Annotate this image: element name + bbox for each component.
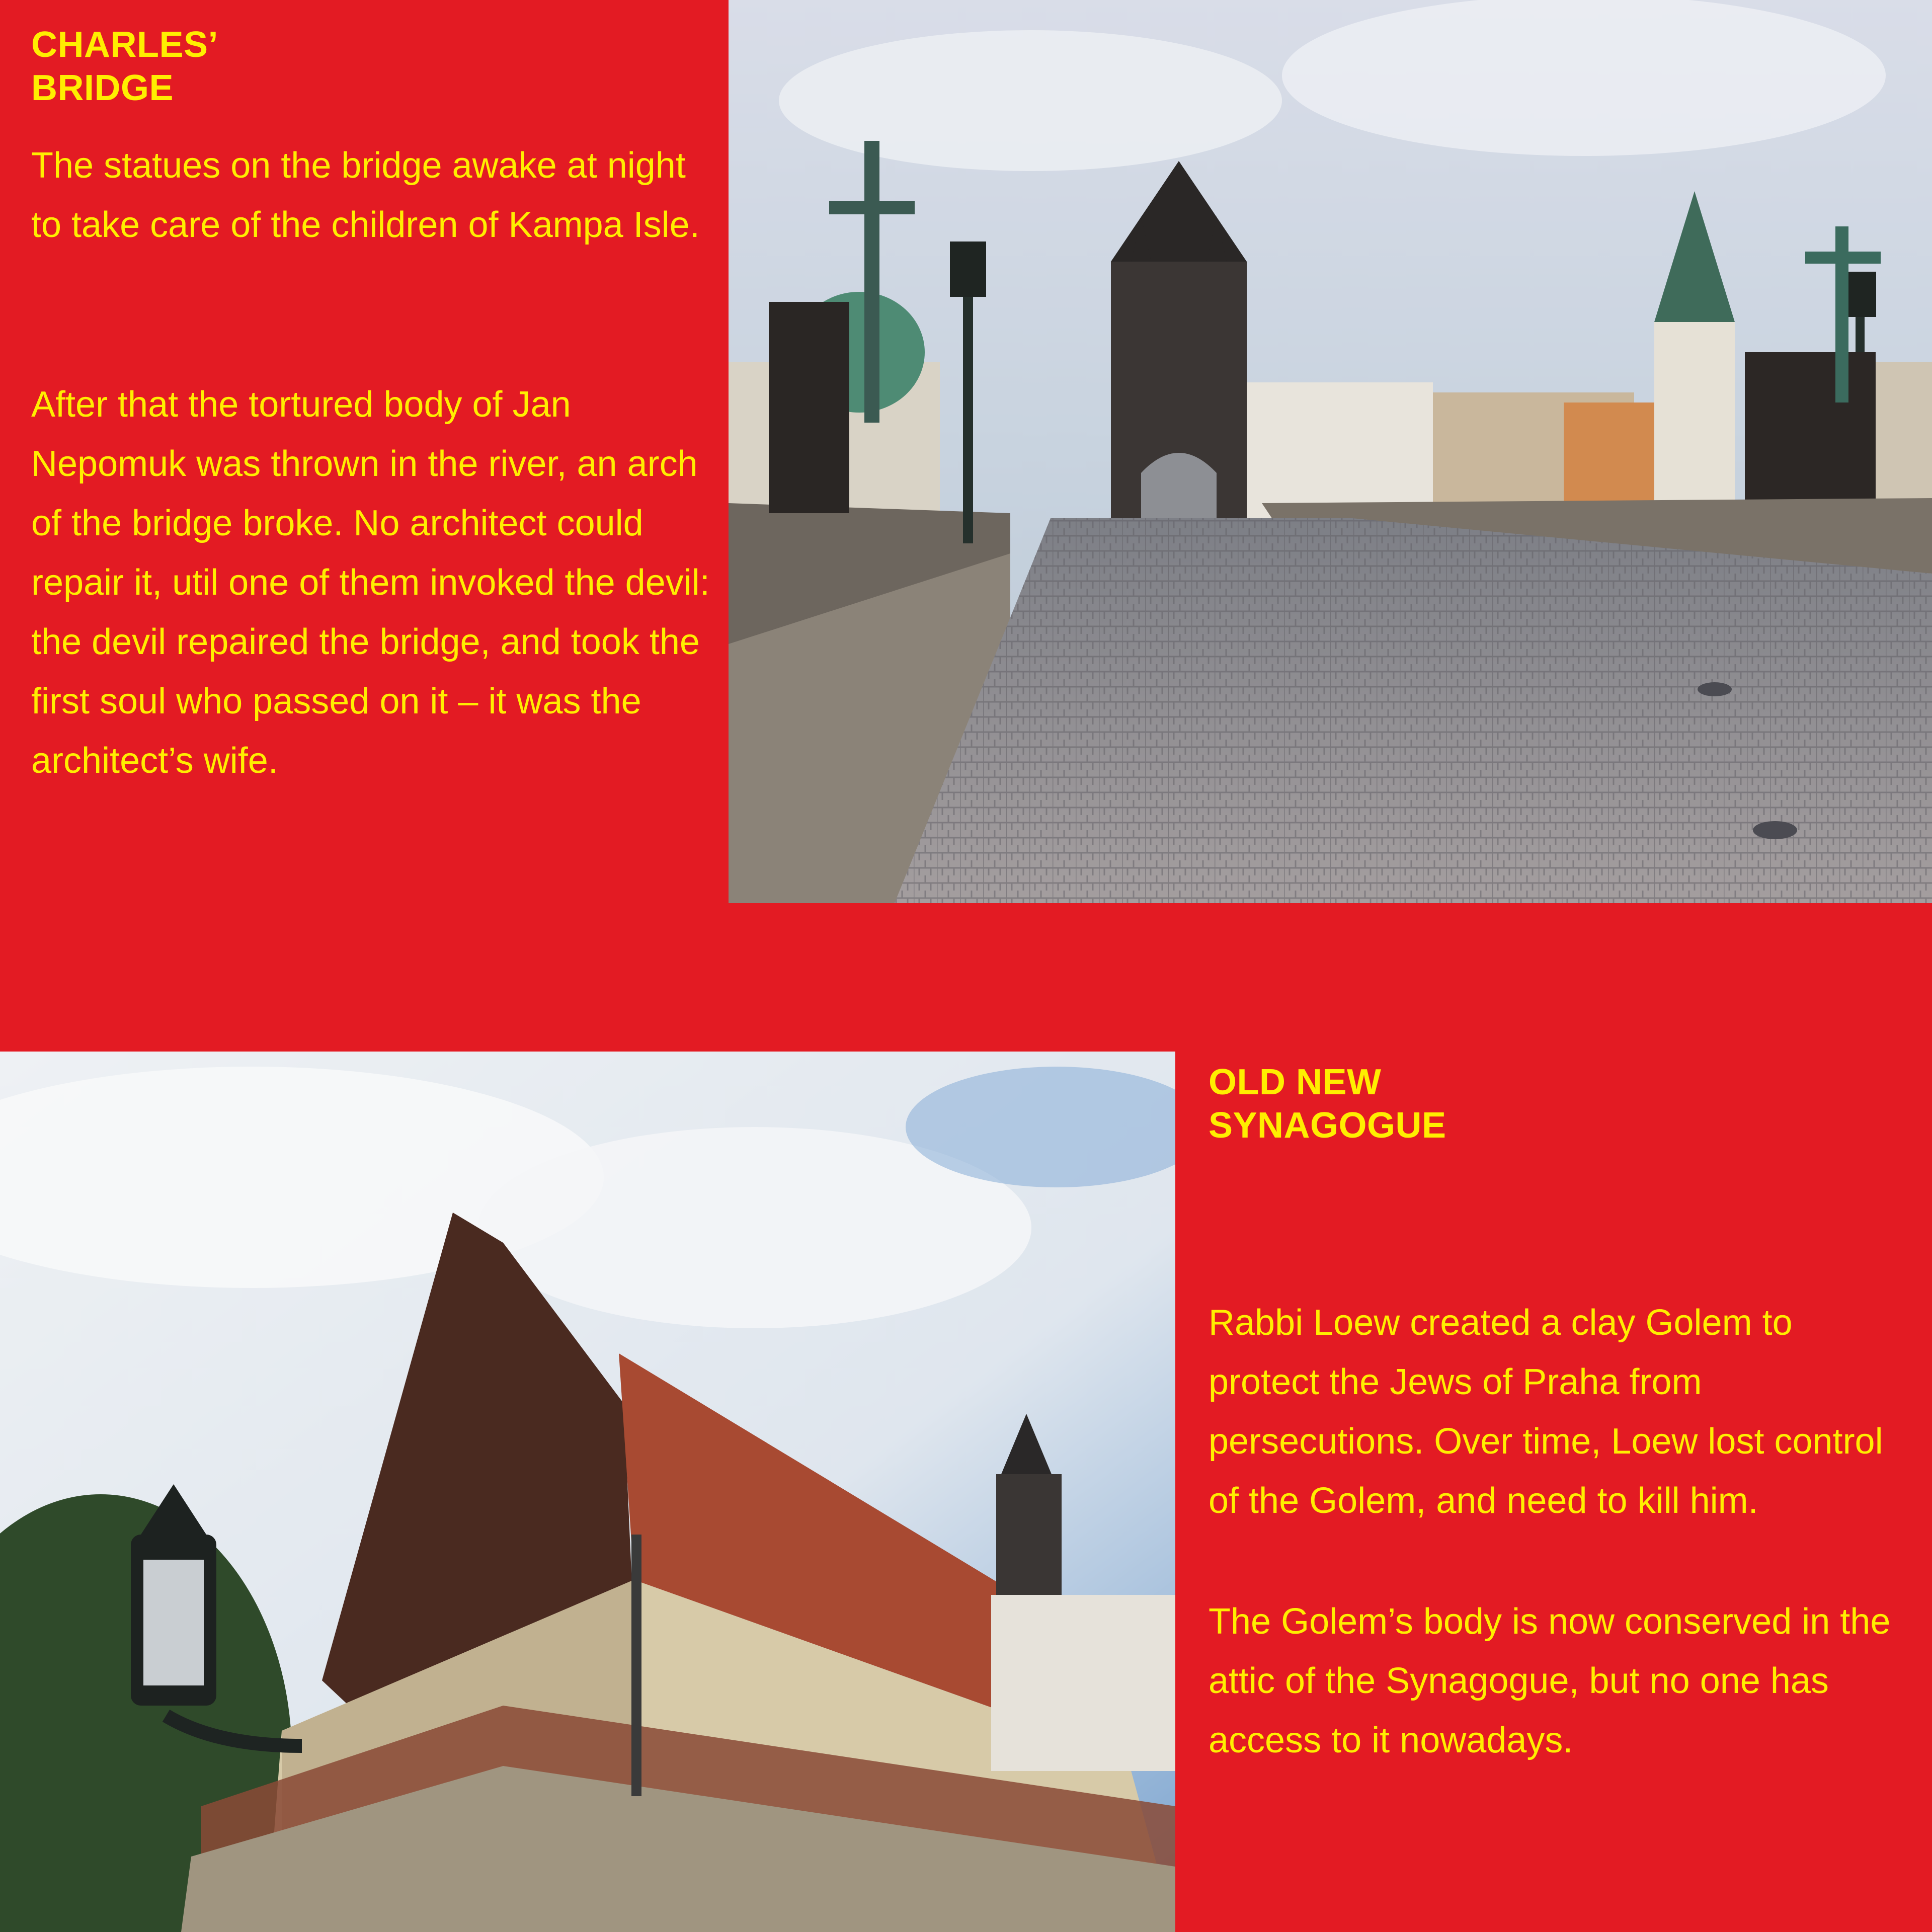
old-new-synagogue-photo [0,1052,1175,1932]
charles-bridge-photo [729,0,1932,903]
synagogue-title: OLD NEW SYNAGOGUE [1209,1062,1446,1146]
synagogue-paragraph-1: Rabbi Loew created a clay Golem to protect the Jews of Praha from persecutions. Over time, Loew lost control of the Golem, and need to kill him. [1209,1303,1883,1521]
charles-bridge-paragraph-2: After that the tortured body of Jan Nepomuk was thrown in the river, an arch of the bridge broke. No architect could repair it, util one of them invoked the devil: the devil repaired the bridge, and took the first soul who passed on it – it was the architect’s wife. [31,384,710,781]
charles-bridge-title: CHARLES’ BRIDGE [31,25,217,109]
synagogue-paragraph-2: The Golem’s body is now conserved in the attic of the Synagogue, but no one has access to it nowadays. [1209,1601,1891,1760]
charles-bridge-paragraph-1: The statues on the bridge awake at night to take care of the children of Kampa Isle. [31,145,700,245]
